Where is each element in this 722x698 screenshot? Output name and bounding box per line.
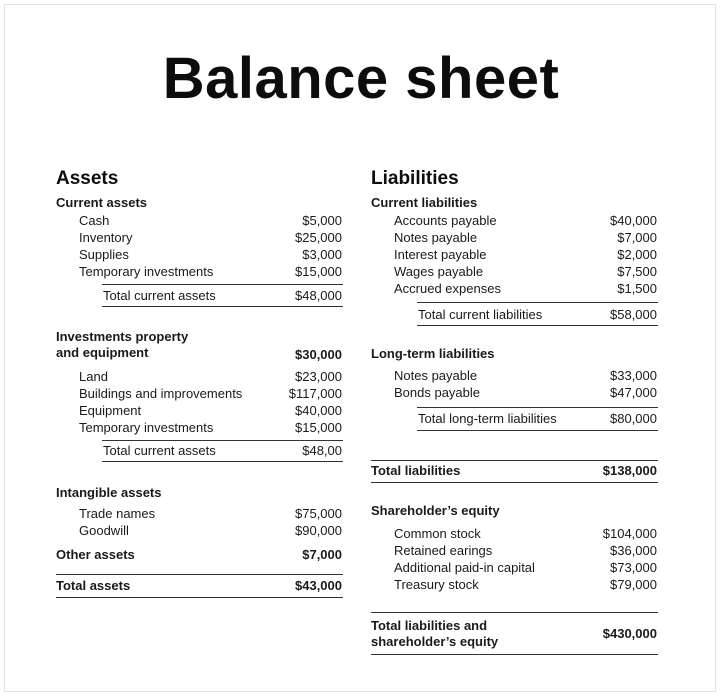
liability-item-label: Wages payable — [394, 264, 484, 279]
equity-item-value: $104,000 — [602, 526, 657, 541]
liabilities-heading: Liabilities — [371, 168, 459, 189]
asset-item-value: $23,000 — [295, 369, 342, 384]
equity-item-label: Common stock — [394, 526, 481, 541]
asset-item-label: Buildings and improvements — [79, 386, 243, 401]
asset-item-value: $40,000 — [295, 403, 342, 418]
asset-item-value: $75,000 — [295, 506, 342, 521]
current-liabilities-heading: Current liabilities — [371, 195, 478, 210]
investments-heading: Investments property — [56, 329, 189, 344]
divider-line — [417, 325, 658, 326]
asset-item-value: $15,000 — [295, 420, 342, 435]
asset-item-label: Equipment — [79, 403, 142, 418]
liability-item-value: $2,000 — [617, 247, 657, 262]
asset-item-value: $25,000 — [295, 230, 342, 245]
liability-item-value: $47,000 — [610, 385, 657, 400]
total-current-liabilities-label: Total current liabilities — [418, 307, 543, 322]
total-assets-value: $43,000 — [295, 578, 342, 593]
investments-total-label: Total current assets — [103, 443, 216, 458]
long-term-liabilities-heading: Long-term liabilities — [371, 346, 495, 361]
grand-total-label-line2: shareholder’s equity — [371, 634, 499, 649]
divider-line — [102, 306, 343, 307]
divider-line — [371, 460, 658, 461]
liability-item-label: Notes payable — [394, 368, 478, 383]
asset-item-label: Supplies — [79, 247, 129, 262]
total-current-assets-label: Total current assets — [103, 288, 216, 303]
total-liabilities-label: Total liabilities — [371, 463, 461, 478]
total-long-term-liabilities-label: Total long-term liabilities — [418, 411, 557, 426]
liability-item-label: Notes payable — [394, 230, 478, 245]
equity-item-value: $36,000 — [610, 543, 657, 558]
assets-heading: Assets — [56, 168, 119, 189]
divider-line — [56, 574, 343, 575]
equity-item-value: $73,000 — [610, 560, 657, 575]
grand-total-value: $430,000 — [602, 626, 657, 641]
asset-item-label: Land — [79, 369, 108, 384]
liability-item-label: Bonds payable — [394, 385, 481, 400]
divider-line — [56, 597, 343, 598]
liability-item-value: $7,000 — [617, 230, 657, 245]
other-assets-value: $7,000 — [302, 547, 342, 562]
liability-item-label: Accounts payable — [394, 213, 497, 228]
asset-item-label: Cash — [79, 213, 110, 228]
divider-line — [102, 284, 343, 285]
divider-line — [417, 430, 658, 431]
divider-line — [371, 612, 658, 613]
total-liabilities-value: $138,000 — [602, 463, 657, 478]
investments-heading-value: $30,000 — [295, 347, 342, 362]
shareholders-equity-heading: Shareholder’s equity — [371, 503, 500, 518]
investments-total-value: $48,00 — [302, 443, 342, 458]
asset-item-value: $15,000 — [295, 264, 342, 279]
divider-line — [371, 482, 658, 483]
total-long-term-liabilities-value: $80,000 — [610, 411, 657, 426]
asset-item-value: $90,000 — [295, 523, 342, 538]
total-current-liabilities-value: $58,000 — [610, 307, 657, 322]
page-title: Balance sheet — [162, 46, 560, 111]
liability-item-label: Accrued expenses — [394, 281, 501, 296]
divider-line — [417, 407, 658, 408]
total-assets-label: Total assets — [56, 578, 131, 593]
divider-line — [417, 302, 658, 303]
equity-item-value: $79,000 — [610, 577, 657, 592]
equity-item-label: Retained earings — [394, 543, 493, 558]
equity-item-label: Treasury stock — [394, 577, 479, 592]
liability-item-value: $1,500 — [617, 281, 657, 296]
equity-item-label: Additional paid-in capital — [394, 560, 535, 575]
asset-item-label: Temporary investments — [79, 420, 214, 435]
other-assets-label: Other assets — [56, 547, 135, 562]
asset-item-value: $117,000 — [288, 386, 342, 401]
asset-item-value: $5,000 — [302, 213, 342, 228]
liability-item-value: $33,000 — [610, 368, 657, 383]
asset-item-label: Trade names — [79, 506, 156, 521]
liability-item-value: $7,500 — [617, 264, 657, 279]
asset-item-label: Inventory — [79, 230, 133, 245]
asset-item-label: Temporary investments — [79, 264, 214, 279]
liability-item-label: Interest payable — [394, 247, 487, 262]
investments-heading-line2: and equipment — [56, 345, 149, 360]
divider-line — [102, 440, 343, 441]
current-assets-heading: Current assets — [56, 195, 148, 210]
intangible-assets-heading: Intangible assets — [56, 485, 162, 500]
liability-item-value: $40,000 — [610, 213, 657, 228]
grand-total-label: Total liabilities and — [371, 618, 488, 633]
divider-line — [102, 461, 343, 462]
asset-item-value: $3,000 — [302, 247, 342, 262]
asset-item-label: Goodwill — [79, 523, 129, 538]
divider-line — [371, 654, 658, 655]
total-current-assets-value: $48,000 — [295, 288, 342, 303]
